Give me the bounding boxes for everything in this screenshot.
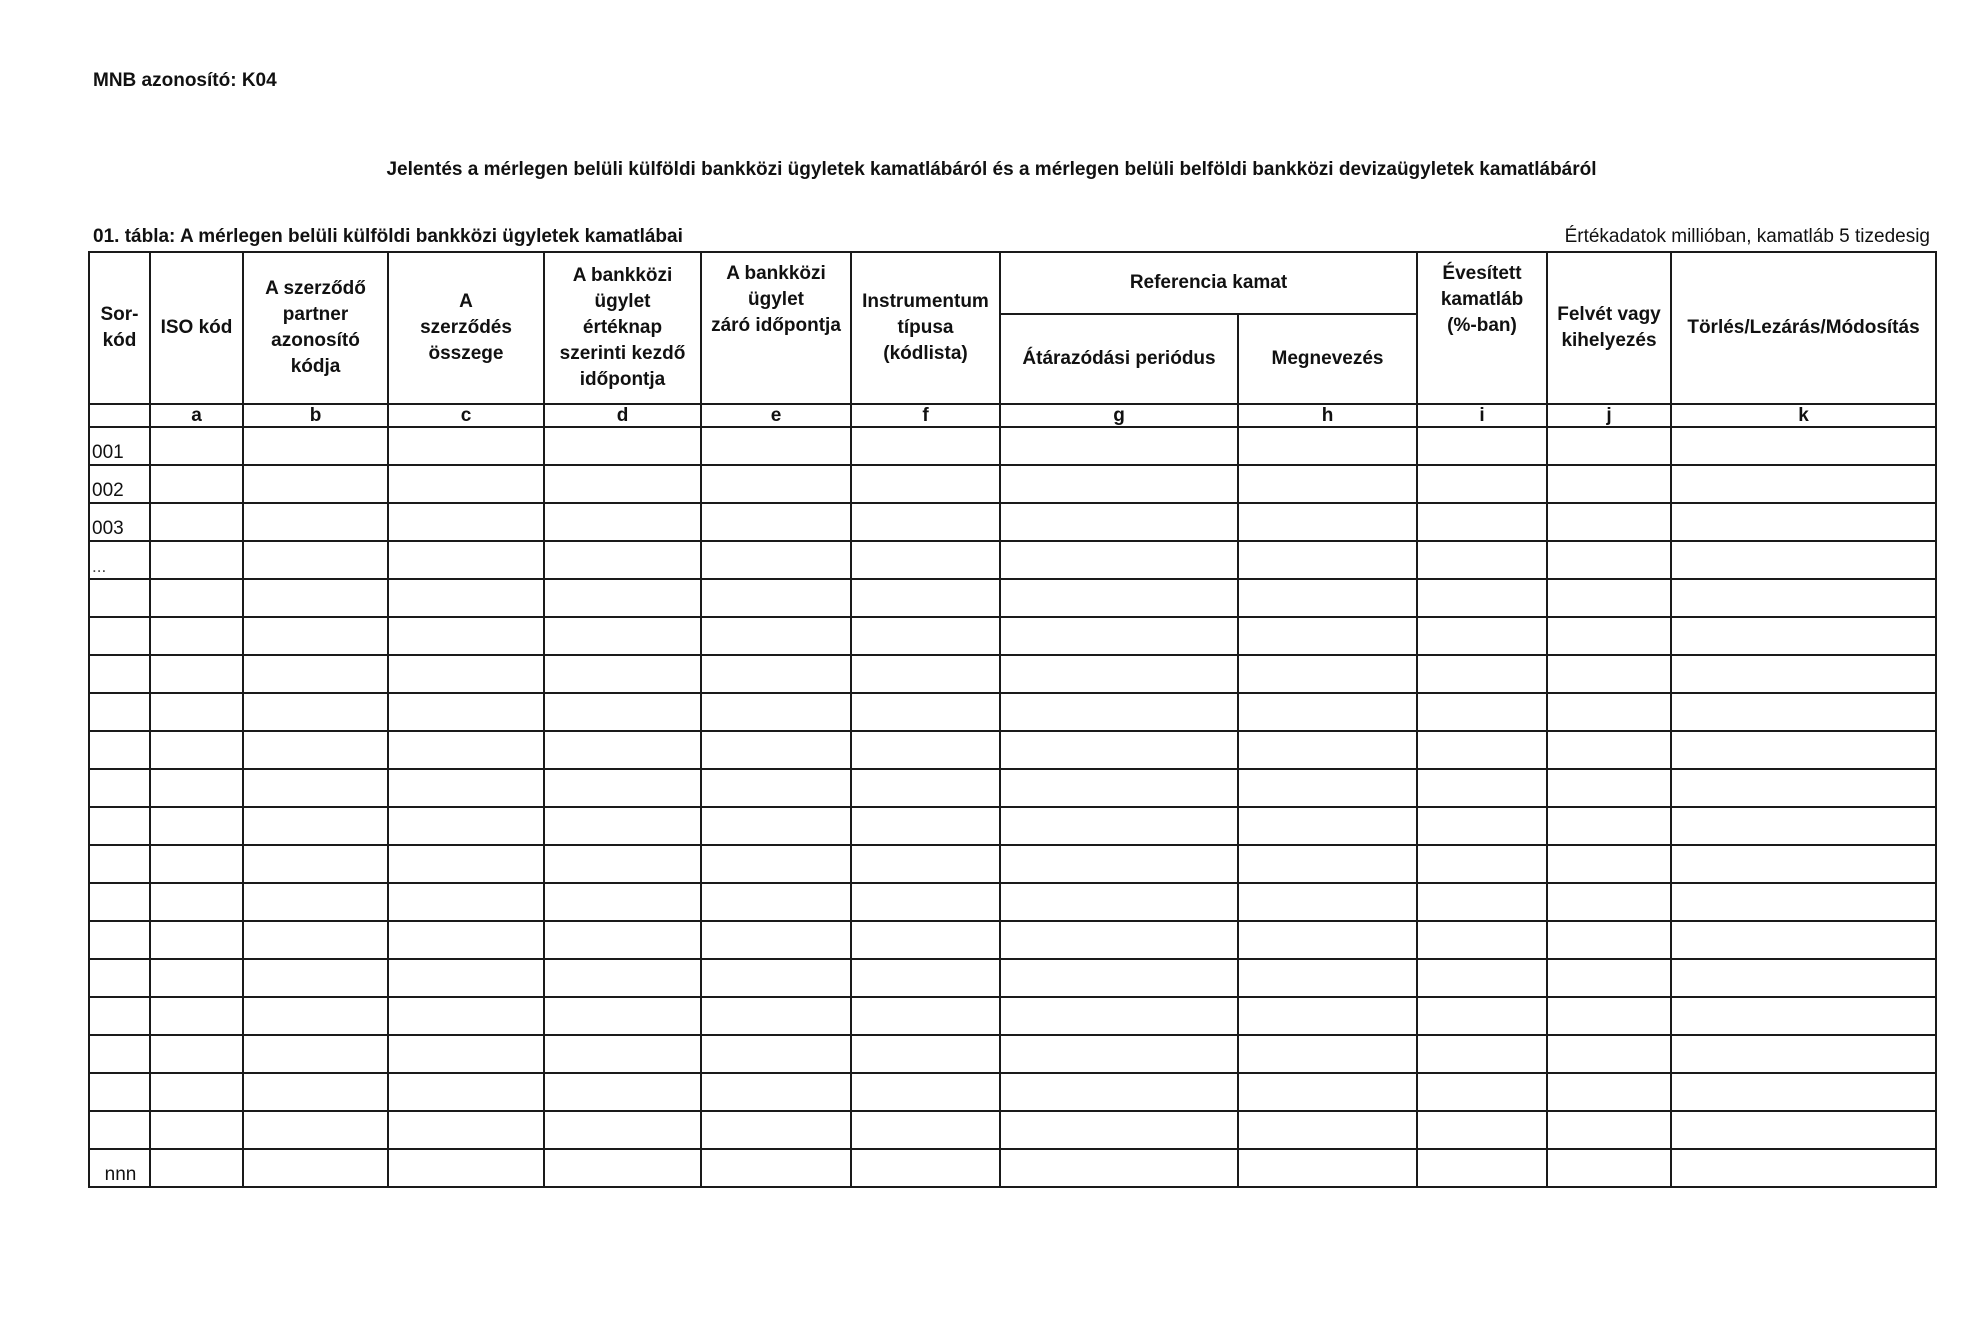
input-cell-d[interactable]	[544, 1035, 701, 1073]
row-code-cell	[89, 731, 150, 769]
table-row	[89, 579, 1936, 617]
input-cell-k[interactable]	[1671, 883, 1936, 921]
input-cell-d[interactable]	[544, 503, 701, 541]
input-cell-h[interactable]	[1238, 579, 1417, 617]
input-cell-e[interactable]	[701, 997, 851, 1035]
row-code-cell	[89, 883, 150, 921]
input-cell-i[interactable]	[1417, 731, 1547, 769]
input-cell-j[interactable]	[1547, 1073, 1671, 1111]
input-cell-e[interactable]	[701, 959, 851, 997]
input-cell-c[interactable]	[388, 997, 544, 1035]
input-cell-d[interactable]	[544, 883, 701, 921]
input-cell-k[interactable]	[1671, 1035, 1936, 1073]
input-cell-f[interactable]	[851, 997, 1000, 1035]
input-cell-k[interactable]	[1671, 845, 1936, 883]
input-cell-f[interactable]	[851, 693, 1000, 731]
column-letter-f: f	[851, 404, 1000, 427]
input-cell-k[interactable]	[1671, 427, 1936, 465]
input-cell-c[interactable]	[388, 731, 544, 769]
input-cell-g[interactable]	[1000, 465, 1238, 503]
input-cell-b[interactable]	[243, 579, 388, 617]
input-cell-f[interactable]	[851, 579, 1000, 617]
row-code-cell	[89, 845, 150, 883]
input-cell-d[interactable]	[544, 1111, 701, 1149]
table-row	[89, 427, 1936, 465]
column-header-taken-or-placed: Felvét vagy kihelyezés	[1547, 252, 1671, 404]
input-cell-a[interactable]	[150, 465, 243, 503]
input-cell-g[interactable]	[1000, 1035, 1238, 1073]
input-cell-d[interactable]	[544, 731, 701, 769]
input-cell-g[interactable]	[1000, 427, 1238, 465]
table-row	[89, 541, 1936, 579]
input-cell-g[interactable]	[1000, 921, 1238, 959]
input-cell-c[interactable]	[388, 579, 544, 617]
column-header-partner-id: A szerződő partner azonosító kódja	[243, 252, 388, 404]
input-cell-a[interactable]	[150, 617, 243, 655]
input-cell-e[interactable]	[701, 617, 851, 655]
input-cell-a[interactable]	[150, 807, 243, 845]
row-code-cell	[89, 769, 150, 807]
input-cell-h[interactable]	[1238, 465, 1417, 503]
input-cell-d[interactable]	[544, 617, 701, 655]
input-cell-k[interactable]	[1671, 503, 1936, 541]
input-cell-f[interactable]	[851, 655, 1000, 693]
input-cell-h[interactable]	[1238, 921, 1417, 959]
table-row	[89, 959, 1936, 997]
input-cell-e[interactable]	[701, 921, 851, 959]
input-cell-b[interactable]	[243, 731, 388, 769]
input-cell-h[interactable]	[1238, 503, 1417, 541]
input-cell-i[interactable]	[1417, 1073, 1547, 1111]
input-cell-a[interactable]	[150, 655, 243, 693]
input-cell-d[interactable]	[544, 807, 701, 845]
input-cell-d[interactable]	[544, 845, 701, 883]
column-letter-k: k	[1671, 404, 1936, 427]
column-letter-g: g	[1000, 404, 1238, 427]
column-letter-d: d	[544, 404, 701, 427]
input-cell-c[interactable]	[388, 1111, 544, 1149]
table-row	[89, 1073, 1936, 1111]
input-cell-i[interactable]	[1417, 503, 1547, 541]
input-cell-c[interactable]	[388, 1073, 544, 1111]
column-header-instrument-type: Instrumentum típusa (kódlista)	[851, 252, 1000, 404]
input-cell-b[interactable]	[243, 997, 388, 1035]
input-cell-d[interactable]	[544, 579, 701, 617]
input-cell-i[interactable]	[1417, 845, 1547, 883]
input-cell-i[interactable]	[1417, 921, 1547, 959]
input-cell-a[interactable]	[150, 731, 243, 769]
table-row	[89, 807, 1936, 845]
input-cell-i[interactable]	[1417, 959, 1547, 997]
input-cell-k[interactable]	[1671, 1073, 1936, 1111]
table-row	[89, 1035, 1936, 1073]
input-cell-f[interactable]	[851, 1035, 1000, 1073]
input-cell-h[interactable]	[1238, 1149, 1417, 1187]
input-cell-k[interactable]	[1671, 541, 1936, 579]
input-cell-h[interactable]	[1238, 427, 1417, 465]
input-cell-d[interactable]	[544, 921, 701, 959]
input-cell-e[interactable]	[701, 1149, 851, 1187]
row-code-cell: 003	[89, 503, 150, 541]
column-header-row-code: Sor- kód	[89, 252, 150, 404]
input-cell-k[interactable]	[1671, 807, 1936, 845]
input-cell-b[interactable]	[243, 1149, 388, 1187]
column-letter-e: e	[701, 404, 851, 427]
input-cell-i[interactable]	[1417, 807, 1547, 845]
input-cell-i[interactable]	[1417, 769, 1547, 807]
input-cell-f[interactable]	[851, 1111, 1000, 1149]
row-code-cell	[89, 1073, 150, 1111]
input-cell-d[interactable]	[544, 465, 701, 503]
input-cell-b[interactable]	[243, 693, 388, 731]
input-cell-i[interactable]	[1417, 997, 1547, 1035]
input-cell-g[interactable]	[1000, 997, 1238, 1035]
input-cell-h[interactable]	[1238, 693, 1417, 731]
input-cell-i[interactable]	[1417, 883, 1547, 921]
input-cell-d[interactable]	[544, 427, 701, 465]
input-cell-h[interactable]	[1238, 997, 1417, 1035]
input-cell-d[interactable]	[544, 1073, 701, 1111]
input-cell-h[interactable]	[1238, 807, 1417, 845]
input-cell-j[interactable]	[1547, 845, 1671, 883]
input-cell-g[interactable]	[1000, 1073, 1238, 1111]
column-letter-c: c	[388, 404, 544, 427]
row-code-cell	[89, 1035, 150, 1073]
input-cell-j[interactable]	[1547, 1149, 1671, 1187]
input-cell-g[interactable]	[1000, 1111, 1238, 1149]
table-row	[89, 883, 1936, 921]
input-cell-a[interactable]	[150, 769, 243, 807]
input-cell-g[interactable]	[1000, 959, 1238, 997]
row-code-cell	[89, 693, 150, 731]
column-header-delete-close-modify: Törlés/Lezárás/Módosítás	[1671, 252, 1936, 404]
input-cell-b[interactable]	[243, 1035, 388, 1073]
input-cell-a[interactable]	[150, 959, 243, 997]
input-cell-c[interactable]	[388, 655, 544, 693]
input-cell-a[interactable]	[150, 541, 243, 579]
input-cell-a[interactable]	[150, 1149, 243, 1187]
input-cell-b[interactable]	[243, 465, 388, 503]
input-cell-c[interactable]	[388, 921, 544, 959]
input-cell-f[interactable]	[851, 1073, 1000, 1111]
input-cell-b[interactable]	[243, 1111, 388, 1149]
input-cell-k[interactable]	[1671, 1111, 1936, 1149]
input-cell-g[interactable]	[1000, 845, 1238, 883]
input-cell-f[interactable]	[851, 769, 1000, 807]
input-cell-a[interactable]	[150, 427, 243, 465]
column-header-reference-rate: Referencia kamat	[1000, 252, 1417, 314]
input-cell-g[interactable]	[1000, 1149, 1238, 1187]
input-cell-f[interactable]	[851, 1149, 1000, 1187]
input-cell-g[interactable]	[1000, 617, 1238, 655]
input-cell-k[interactable]	[1671, 1149, 1936, 1187]
input-cell-j[interactable]	[1547, 427, 1671, 465]
input-cell-c[interactable]	[388, 1149, 544, 1187]
input-cell-i[interactable]	[1417, 1149, 1547, 1187]
mnb-identifier: MNB azonosító: K04	[93, 70, 277, 91]
row-code-cell	[89, 921, 150, 959]
input-cell-a[interactable]	[150, 921, 243, 959]
input-cell-h[interactable]	[1238, 883, 1417, 921]
input-cell-h[interactable]	[1238, 959, 1417, 997]
input-cell-f[interactable]	[851, 503, 1000, 541]
input-cell-a[interactable]	[150, 1073, 243, 1111]
input-cell-j[interactable]	[1547, 541, 1671, 579]
input-cell-k[interactable]	[1671, 617, 1936, 655]
table-title: 01. tábla: A mérlegen belüli külföldi bankközi ügyletek kamatlábai	[93, 226, 683, 247]
input-cell-g[interactable]	[1000, 503, 1238, 541]
input-cell-f[interactable]	[851, 541, 1000, 579]
input-cell-c[interactable]	[388, 883, 544, 921]
input-cell-h[interactable]	[1238, 541, 1417, 579]
input-cell-h[interactable]	[1238, 1111, 1417, 1149]
table-row	[89, 845, 1936, 883]
column-header-end-date: A bankközi ügylet záró időpontja	[701, 252, 851, 404]
row-code-cell	[89, 655, 150, 693]
input-cell-a[interactable]	[150, 997, 243, 1035]
units-note: Értékadatok millióban, kamatláb 5 tizedesig	[1564, 226, 1930, 247]
input-cell-a[interactable]	[150, 845, 243, 883]
input-cell-d[interactable]	[544, 655, 701, 693]
input-cell-i[interactable]	[1417, 1111, 1547, 1149]
input-cell-f[interactable]	[851, 617, 1000, 655]
input-cell-c[interactable]	[388, 807, 544, 845]
input-cell-k[interactable]	[1671, 655, 1936, 693]
input-cell-d[interactable]	[544, 769, 701, 807]
input-cell-b[interactable]	[243, 541, 388, 579]
row-code-cell	[89, 579, 150, 617]
column-header-iso-code: ISO kód	[150, 252, 243, 404]
input-cell-c[interactable]	[388, 769, 544, 807]
table-row	[89, 617, 1936, 655]
input-cell-g[interactable]	[1000, 883, 1238, 921]
table-row	[89, 921, 1936, 959]
input-cell-k[interactable]	[1671, 921, 1936, 959]
column-letter-i: i	[1417, 404, 1547, 427]
input-cell-b[interactable]	[243, 1073, 388, 1111]
input-cell-c[interactable]	[388, 845, 544, 883]
input-cell-e[interactable]	[701, 541, 851, 579]
input-cell-e[interactable]	[701, 579, 851, 617]
input-cell-c[interactable]	[388, 1035, 544, 1073]
input-cell-b[interactable]	[243, 845, 388, 883]
input-cell-h[interactable]	[1238, 845, 1417, 883]
input-cell-g[interactable]	[1000, 655, 1238, 693]
input-cell-j[interactable]	[1547, 693, 1671, 731]
table-row	[89, 997, 1936, 1035]
input-cell-c[interactable]	[388, 541, 544, 579]
input-cell-k[interactable]	[1671, 769, 1936, 807]
input-cell-d[interactable]	[544, 1149, 701, 1187]
row-code-cell	[89, 997, 150, 1035]
column-header-annual-rate: Évesített kamatláb (%-ban)	[1417, 252, 1547, 404]
input-cell-d[interactable]	[544, 541, 701, 579]
input-cell-i[interactable]	[1417, 427, 1547, 465]
input-cell-e[interactable]	[701, 883, 851, 921]
input-cell-b[interactable]	[243, 503, 388, 541]
input-cell-e[interactable]	[701, 845, 851, 883]
column-header-name: Megnevezés	[1238, 314, 1417, 404]
input-cell-i[interactable]	[1417, 617, 1547, 655]
input-cell-c[interactable]	[388, 427, 544, 465]
input-cell-d[interactable]	[544, 997, 701, 1035]
column-header-contract-amount: A szerződés összege	[388, 252, 544, 404]
input-cell-e[interactable]	[701, 1035, 851, 1073]
input-cell-e[interactable]	[701, 1111, 851, 1149]
input-cell-g[interactable]	[1000, 579, 1238, 617]
input-cell-f[interactable]	[851, 427, 1000, 465]
input-cell-f[interactable]	[851, 807, 1000, 845]
input-cell-e[interactable]	[701, 503, 851, 541]
input-cell-b[interactable]	[243, 883, 388, 921]
input-cell-j[interactable]	[1547, 1035, 1671, 1073]
input-cell-a[interactable]	[150, 1035, 243, 1073]
input-cell-j[interactable]	[1547, 617, 1671, 655]
input-cell-g[interactable]	[1000, 807, 1238, 845]
table-row	[89, 503, 1936, 541]
input-cell-k[interactable]	[1671, 693, 1936, 731]
input-cell-j[interactable]	[1547, 921, 1671, 959]
input-cell-k[interactable]	[1671, 465, 1936, 503]
input-cell-c[interactable]	[388, 617, 544, 655]
input-cell-g[interactable]	[1000, 541, 1238, 579]
input-cell-j[interactable]	[1547, 731, 1671, 769]
column-letter-a: a	[150, 404, 243, 427]
input-cell-j[interactable]	[1547, 959, 1671, 997]
input-cell-i[interactable]	[1417, 541, 1547, 579]
row-code-cell: 002	[89, 465, 150, 503]
input-cell-e[interactable]	[701, 655, 851, 693]
interest-rate-report-table	[88, 251, 1937, 1188]
input-cell-e[interactable]	[701, 693, 851, 731]
input-cell-f[interactable]	[851, 921, 1000, 959]
input-cell-j[interactable]	[1547, 503, 1671, 541]
input-cell-j[interactable]	[1547, 997, 1671, 1035]
input-cell-f[interactable]	[851, 731, 1000, 769]
table-row	[89, 731, 1936, 769]
row-code-cell	[89, 1111, 150, 1149]
row-code-cell	[89, 959, 150, 997]
input-cell-j[interactable]	[1547, 579, 1671, 617]
input-cell-a[interactable]	[150, 1111, 243, 1149]
report-title: Jelentés a mérlegen belüli külföldi bankközi ügyletek kamatlábáról és a mérlegen belüli belföldi bankközi devizaügyletek kamatlábáról	[386, 159, 1597, 180]
input-cell-d[interactable]	[544, 693, 701, 731]
input-cell-j[interactable]	[1547, 655, 1671, 693]
table-row	[89, 465, 1936, 503]
input-cell-i[interactable]	[1417, 693, 1547, 731]
input-cell-b[interactable]	[243, 655, 388, 693]
input-cell-c[interactable]	[388, 465, 544, 503]
row-code-cell: 001	[89, 427, 150, 465]
input-cell-j[interactable]	[1547, 883, 1671, 921]
input-cell-c[interactable]	[388, 959, 544, 997]
input-cell-f[interactable]	[851, 845, 1000, 883]
input-cell-i[interactable]	[1417, 579, 1547, 617]
input-cell-c[interactable]	[388, 503, 544, 541]
input-cell-a[interactable]	[150, 503, 243, 541]
input-cell-b[interactable]	[243, 769, 388, 807]
input-cell-b[interactable]	[243, 959, 388, 997]
input-cell-g[interactable]	[1000, 731, 1238, 769]
input-cell-j[interactable]	[1547, 807, 1671, 845]
input-cell-f[interactable]	[851, 883, 1000, 921]
input-cell-h[interactable]	[1238, 1035, 1417, 1073]
input-cell-e[interactable]	[701, 731, 851, 769]
column-letter-h: h	[1238, 404, 1417, 427]
input-cell-b[interactable]	[243, 921, 388, 959]
input-cell-a[interactable]	[150, 883, 243, 921]
input-cell-k[interactable]	[1671, 731, 1936, 769]
column-letter-j: j	[1547, 404, 1671, 427]
input-cell-g[interactable]	[1000, 769, 1238, 807]
input-cell-f[interactable]	[851, 465, 1000, 503]
input-cell-c[interactable]	[388, 693, 544, 731]
input-cell-h[interactable]	[1238, 769, 1417, 807]
row-code-cell: ...	[89, 541, 150, 579]
input-cell-b[interactable]	[243, 427, 388, 465]
input-cell-a[interactable]	[150, 579, 243, 617]
column-letter-b: b	[243, 404, 388, 427]
input-cell-a[interactable]	[150, 693, 243, 731]
input-cell-k[interactable]	[1671, 997, 1936, 1035]
input-cell-h[interactable]	[1238, 617, 1417, 655]
table-row	[89, 769, 1936, 807]
input-cell-k[interactable]	[1671, 959, 1936, 997]
input-cell-b[interactable]	[243, 617, 388, 655]
column-header-start-date: A bankközi ügylet értéknap szerinti kezdő időpontja	[544, 252, 701, 404]
input-cell-j[interactable]	[1547, 1111, 1671, 1149]
input-cell-b[interactable]	[243, 807, 388, 845]
row-code-cell	[89, 807, 150, 845]
row-code-cell	[89, 617, 150, 655]
input-cell-h[interactable]	[1238, 655, 1417, 693]
input-cell-h[interactable]	[1238, 731, 1417, 769]
table-row	[89, 1111, 1936, 1149]
input-cell-h[interactable]	[1238, 1073, 1417, 1111]
input-cell-j[interactable]	[1547, 769, 1671, 807]
input-cell-f[interactable]	[851, 959, 1000, 997]
input-cell-i[interactable]	[1417, 465, 1547, 503]
table-row	[89, 1149, 1936, 1187]
input-cell-e[interactable]	[701, 427, 851, 465]
input-cell-e[interactable]	[701, 769, 851, 807]
table-row	[89, 693, 1936, 731]
column-header-repricing-period: Átárazódási periódus	[1000, 314, 1238, 404]
input-cell-i[interactable]	[1417, 1035, 1547, 1073]
input-cell-j[interactable]	[1547, 465, 1671, 503]
row-code-cell: nnn	[89, 1149, 150, 1187]
input-cell-k[interactable]	[1671, 579, 1936, 617]
input-cell-e[interactable]	[701, 807, 851, 845]
input-cell-g[interactable]	[1000, 693, 1238, 731]
input-cell-i[interactable]	[1417, 655, 1547, 693]
input-cell-e[interactable]	[701, 1073, 851, 1111]
table-row	[89, 655, 1936, 693]
input-cell-d[interactable]	[544, 959, 701, 997]
column-letter-empty	[89, 404, 150, 427]
input-cell-e[interactable]	[701, 465, 851, 503]
